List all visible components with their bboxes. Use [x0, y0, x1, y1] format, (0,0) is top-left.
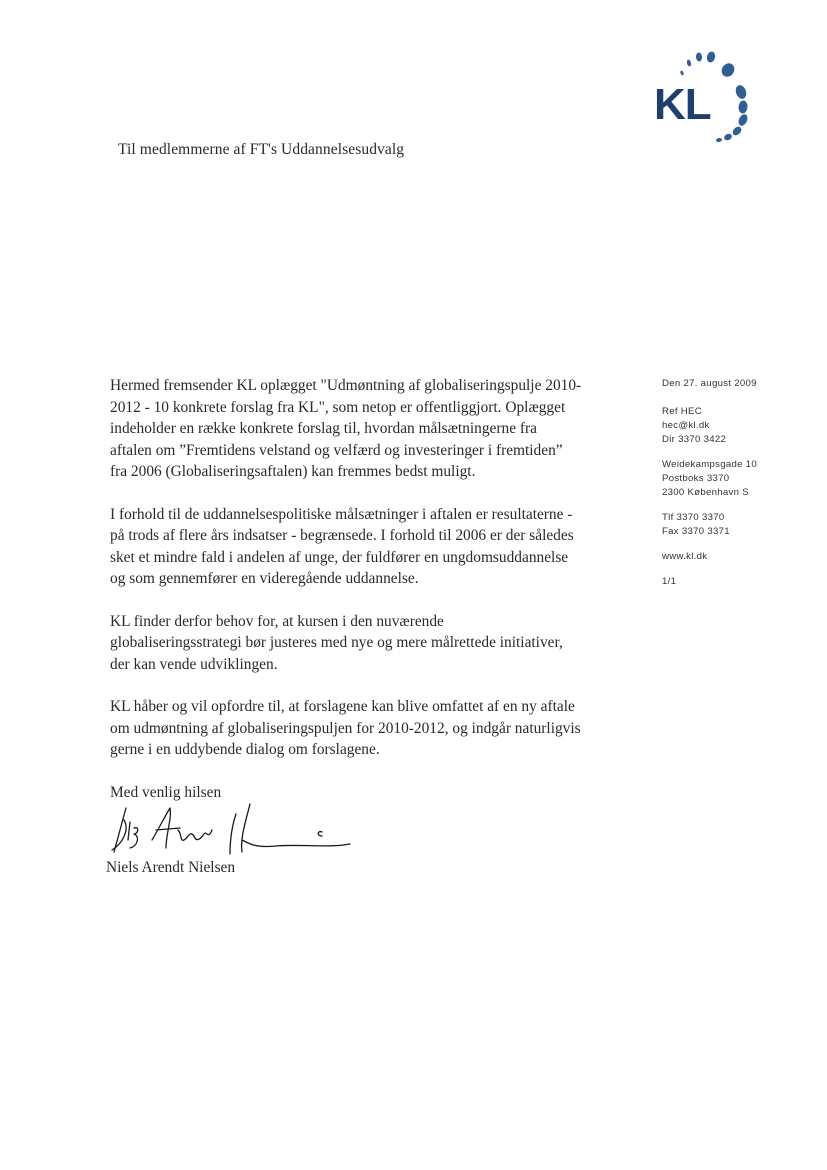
street-address: Weidekampsgade 10 [662, 459, 758, 470]
kl-logo [650, 48, 760, 148]
text-line: gerne i en uddybende dialog om forslagene. [110, 741, 380, 758]
phone: Tlf 3370 3370 [662, 512, 725, 523]
text-line: indeholder en række konkrete forslag til, hvordan målsætningerne fra [110, 420, 537, 437]
text-line: globaliseringsstrategi bør justeres med nye og mere målrettede initiativer, [110, 634, 563, 651]
paragraph-2 [110, 504, 630, 590]
text-line: KL finder derfor behov for, at kursen i den nuværende [110, 612, 444, 630]
postbox: Postboks 3370 [662, 473, 730, 484]
kl-logo-text: KL [654, 80, 711, 129]
text-line: på trods af flere års indsatser - begrænsede. I forhold til 2006 er der således [110, 527, 574, 544]
recipient-line: Til medlemmerne af FT's Uddannelsesudvalg [118, 141, 405, 158]
text-line: KL håber og vil opfordre til, at forslagene kan blive omfattet af en ny aftale [110, 698, 575, 715]
direct-phone: Dir 3370 3422 [662, 434, 727, 445]
postal-city: 2300 København S [662, 487, 749, 498]
sender-info [662, 377, 802, 600]
text-line: og som gennemfører en videregående uddannelse. [110, 570, 419, 587]
email-link[interactable]: hec@kl.dk [662, 420, 710, 431]
signer-name: Niels Arendt Nielsen [106, 859, 236, 876]
closing: Med venlig hilsen [110, 783, 222, 801]
reference: Ref HEC [662, 406, 702, 417]
website-link[interactable]: www.kl.dk [662, 551, 708, 562]
text-line: I forhold til de uddannelsespolitiske målsætninger i aftalen er resultaterne - [110, 505, 573, 523]
handwritten-signature [100, 800, 360, 860]
paragraph-3 [110, 611, 630, 676]
text-line: 2012 - 10 konkrete forslag fra KL", som netop er offentliggjort. Oplægget [110, 398, 566, 416]
paragraph-4 [110, 696, 630, 761]
letter-body [110, 375, 630, 824]
text-line: aftalen om ”Fremtidens velstand og velfærd og investeringer i fremtiden” [110, 441, 563, 459]
text-line: Hermed fremsender KL oplægget "Udmøntning af globaliseringspulje 2010- [110, 377, 582, 394]
paragraph-1 [110, 375, 630, 483]
fax: Fax 3370 3371 [662, 526, 730, 537]
text-line: om udmøntning af globaliseringspuljen for 2010-2012, og indgår naturligvis [110, 719, 581, 737]
page-number: 1/1 [662, 576, 677, 587]
text-line: der kan vende udviklingen. [110, 655, 278, 673]
text-line: fra 2006 (Globaliseringsaftalen) kan fremmes bedst muligt. [110, 463, 476, 480]
text-line: sket et mindre fald i andelen af unge, der fuldfører en ungdomsuddannelse [110, 548, 569, 566]
letter-date: Den 27. august 2009 [662, 378, 757, 389]
